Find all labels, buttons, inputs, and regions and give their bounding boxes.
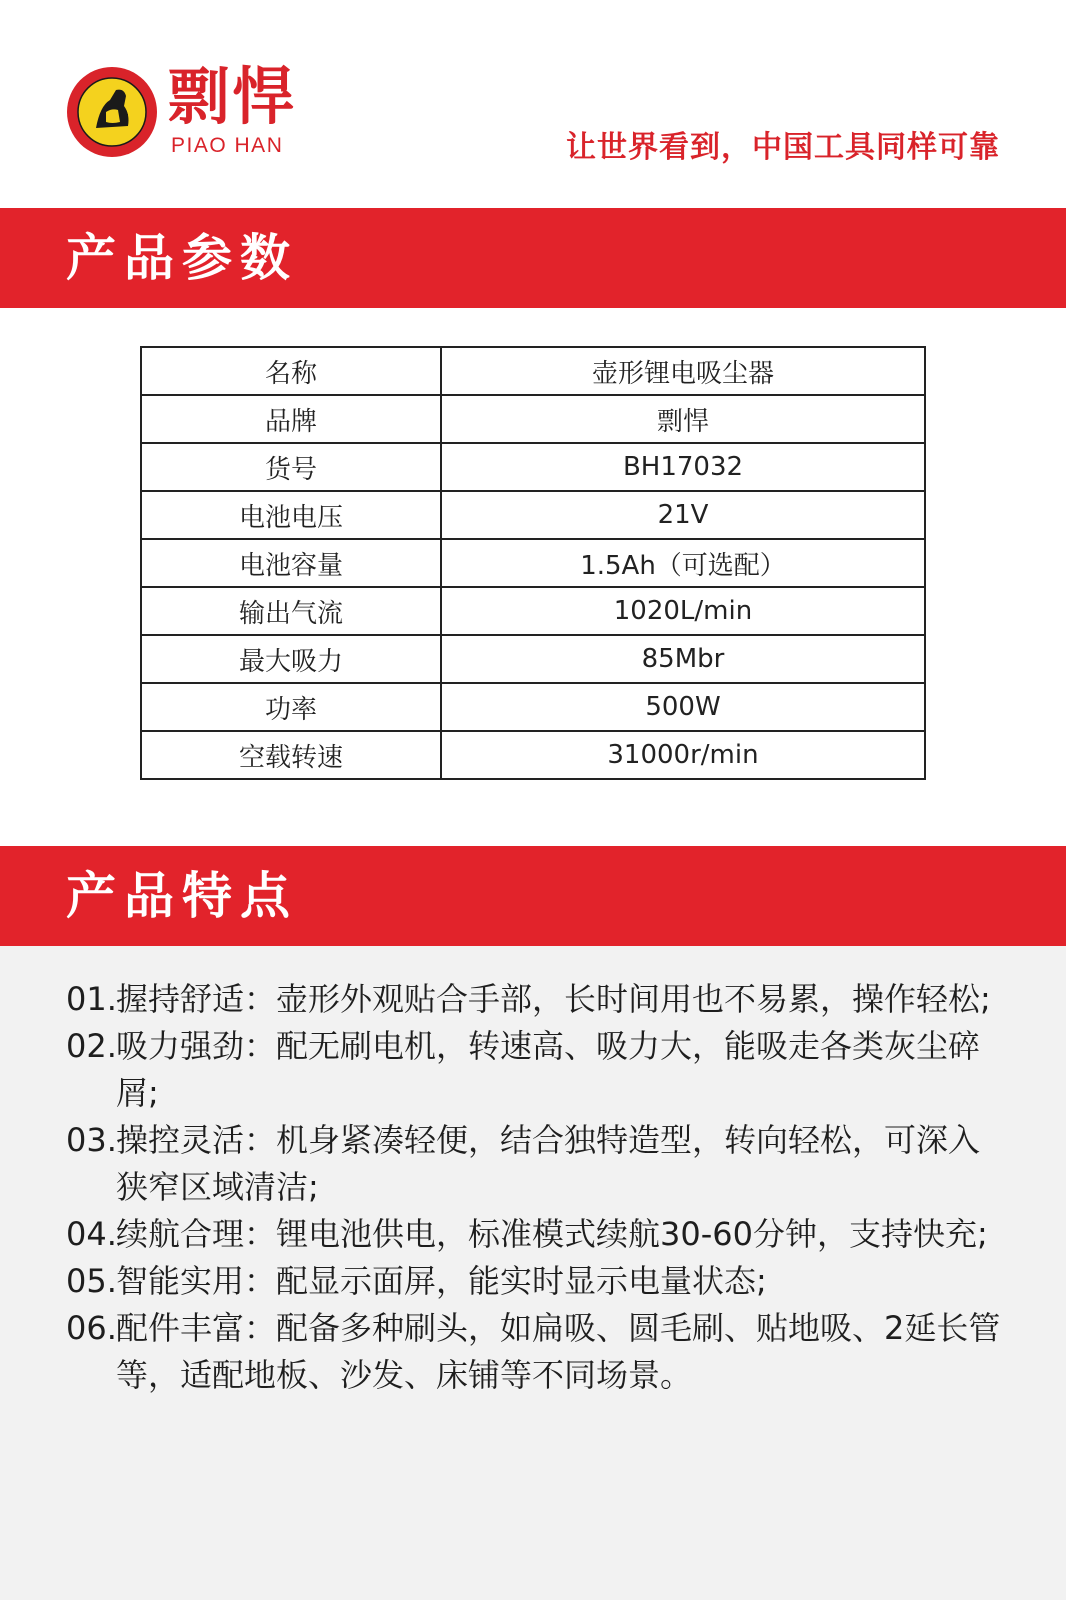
features-list: [66, 976, 1006, 1399]
spec-row: [141, 443, 925, 491]
params-section: [0, 308, 1066, 846]
brand-name-chinese: 剽悍: [168, 60, 297, 133]
spec-key: 空载转速: [141, 731, 441, 779]
feature-number: 04.: [66, 1215, 117, 1253]
spec-key: 电池电压: [141, 491, 441, 539]
features-section-header: [0, 846, 1066, 946]
brand-logo-icon: [66, 66, 158, 158]
spec-value: 壶形锂电吸尘器: [441, 347, 925, 395]
feature-item: [66, 1117, 1006, 1211]
params-section-title: 产品参数: [66, 229, 298, 287]
features-section-title: 产品特点: [66, 867, 298, 925]
spec-value: BH17032: [441, 443, 925, 491]
feature-text: 配件丰富：配备多种刷头，如扁吸、圆毛刷、贴地吸、2延长管等，适配地板、沙发、床铺等不同场景。: [116, 1309, 1001, 1394]
feature-number: 02.: [66, 1027, 117, 1065]
brand-name-english: PIAO HAN: [171, 134, 284, 157]
feature-item: [66, 1023, 1006, 1117]
feature-text: 智能实用：配显示面屏，能实时显示电量状态;: [116, 1262, 767, 1300]
brand-slogan: 让世界看到，中国工具同样可靠: [566, 130, 1000, 165]
spec-value: 500W: [441, 683, 925, 731]
feature-item: [66, 1305, 1006, 1399]
feature-item: [66, 1258, 1006, 1305]
feature-number: 06.: [66, 1309, 117, 1347]
feature-item: [66, 1211, 1006, 1258]
spec-value: 21V: [441, 491, 925, 539]
spec-table: [140, 346, 926, 780]
feature-number: 05.: [66, 1262, 117, 1300]
params-section-header: [0, 208, 1066, 308]
spec-key: 输出气流: [141, 587, 441, 635]
spec-key: 功率: [141, 683, 441, 731]
feature-text: 操控灵活：机身紧凑轻便，结合独特造型，转向轻松，可深入狭窄区域清洁;: [116, 1121, 981, 1206]
spec-value: 1.5Ah（可选配）: [441, 539, 925, 587]
feature-number: 01.: [66, 980, 117, 1018]
feature-text: 续航合理：锂电池供电，标准模式续航30-60分钟，支持快充;: [116, 1215, 988, 1253]
spec-row: [141, 635, 925, 683]
features-section: [0, 946, 1066, 1600]
spec-value: 31000r/min: [441, 731, 925, 779]
spec-value: 剽悍: [441, 395, 925, 443]
spec-row: [141, 491, 925, 539]
spec-key: 货号: [141, 443, 441, 491]
spec-value: 85Mbr: [441, 635, 925, 683]
spec-value: 1020L/min: [441, 587, 925, 635]
feature-text: 握持舒适：壶形外观贴合手部，长时间用也不易累，操作轻松;: [116, 980, 991, 1018]
feature-text: 吸力强劲：配无刷电机，转速高、吸力大，能吸走各类灰尘碎屑;: [116, 1027, 981, 1112]
spec-key: 名称: [141, 347, 441, 395]
feature-number: 03.: [66, 1121, 117, 1159]
spec-row: [141, 731, 925, 779]
spec-row: [141, 347, 925, 395]
spec-row: [141, 539, 925, 587]
feature-item: [66, 976, 1006, 1023]
spec-row: [141, 683, 925, 731]
spec-key: 电池容量: [141, 539, 441, 587]
page-header: [0, 0, 1066, 208]
spec-row: [141, 587, 925, 635]
spec-key: 最大吸力: [141, 635, 441, 683]
spec-row: [141, 395, 925, 443]
spec-key: 品牌: [141, 395, 441, 443]
